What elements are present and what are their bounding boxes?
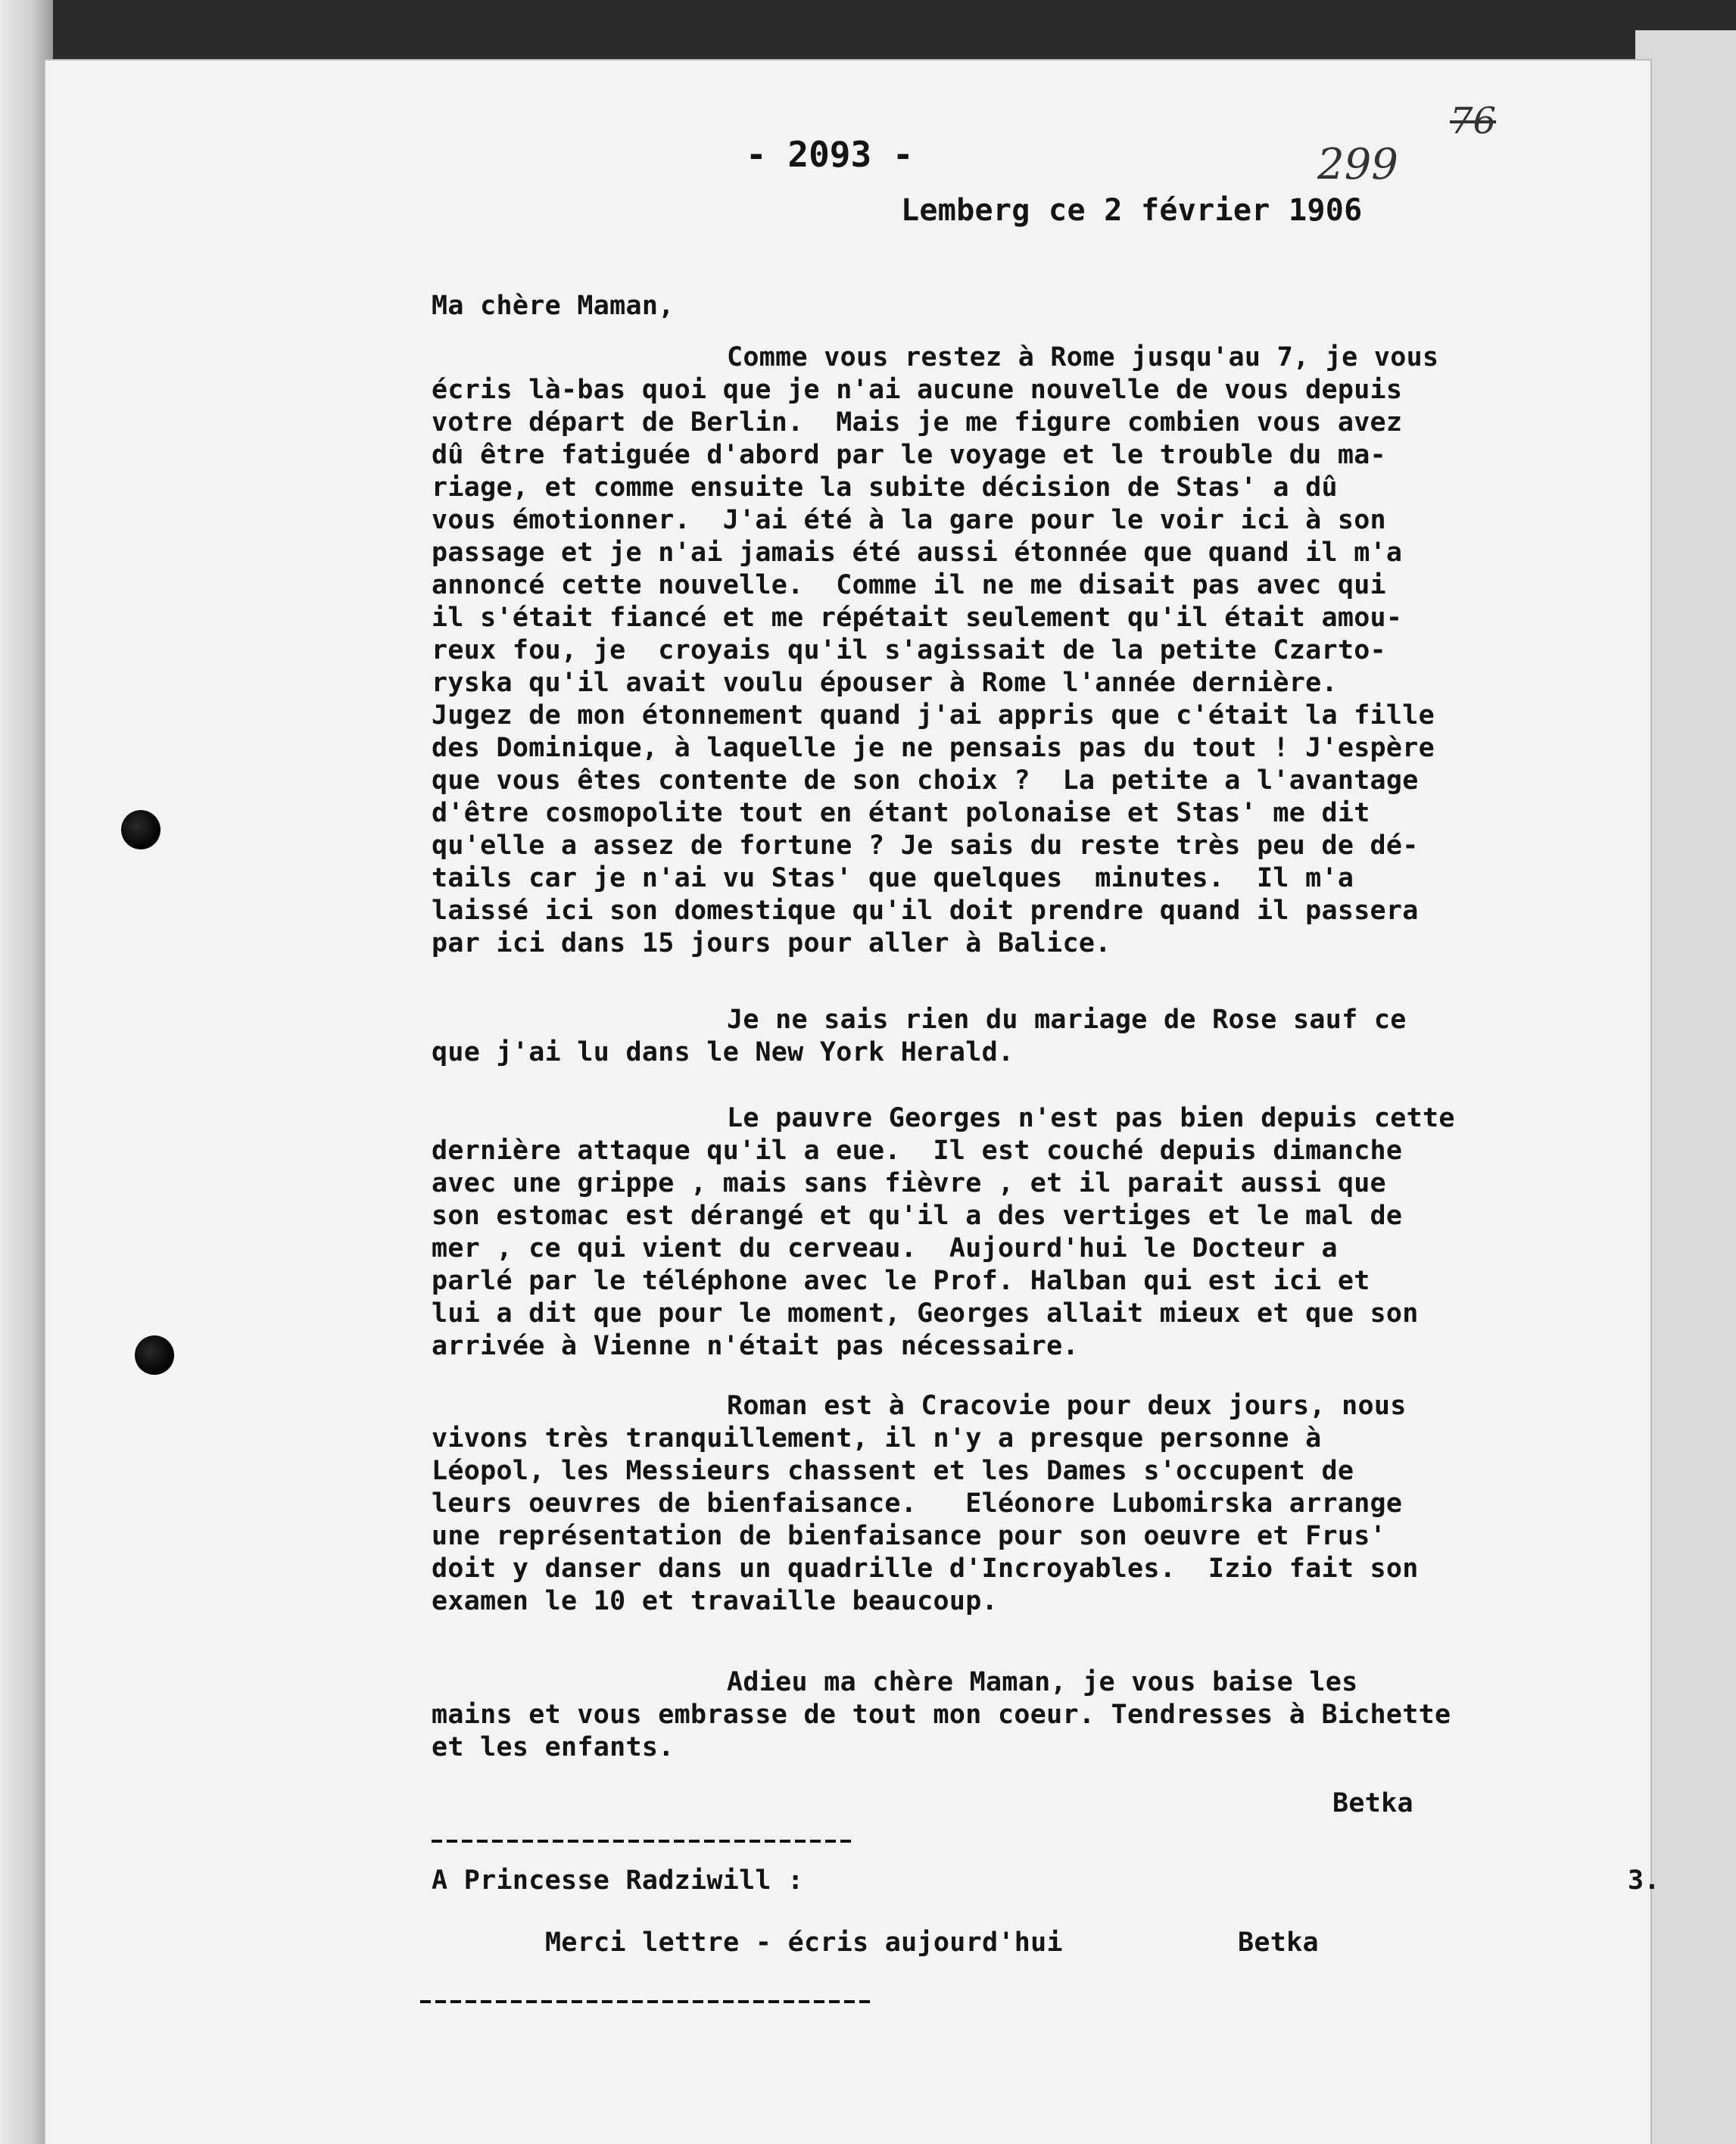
letter-line: qu'elle a assez de fortune ? Je sais du reste très peu de dé- — [432, 830, 1419, 861]
letter-line: mer , ce qui vient du cerveau. Aujourd'hui le Docteur a — [432, 1233, 1338, 1264]
letter-line: dernière attaque qu'il a eue. Il est couché depuis dimanche — [432, 1136, 1403, 1166]
letter-line: annoncé cette nouvelle. Comme il ne me disait pas avec qui — [432, 570, 1386, 600]
letter-line: parlé par le téléphone avec le Prof. Halban qui est ici et — [432, 1266, 1370, 1296]
salutation: Ma chère Maman, — [432, 291, 675, 321]
letter-line: avec une grippe , mais sans fièvre , et il parait aussi que — [432, 1168, 1386, 1198]
letter-line: leurs oeuvres de bienfaisance. Eléonore Lubomirska arrange — [432, 1488, 1403, 1519]
archive-number-secondary: 76 — [1450, 100, 1497, 142]
letter-line: des Dominique, à laquelle je ne pensais pas du tout ! J'espère — [432, 733, 1435, 763]
letter-line: Roman est à Cracovie pour deux jours, nous — [727, 1391, 1407, 1421]
letter-line: arrivée à Vienne n'était pas nécessaire. — [432, 1331, 1079, 1361]
letter-page — [45, 61, 1660, 2144]
letter-line: son estomac est dérangé et qu'il a des vertiges et le mal de — [432, 1201, 1403, 1231]
letter-line: dû être fatiguée d'abord par le voyage et le trouble du ma- — [432, 440, 1386, 470]
letter-line: écris là-bas quoi que je n'ai aucune nouvelle de vous depuis — [432, 375, 1403, 405]
page-number: - 2093 - — [746, 134, 914, 175]
letter-line: que vous êtes contente de son choix ? La petite a l'avantage — [432, 765, 1419, 796]
punch-hole-bottom — [135, 1335, 174, 1375]
letter-line: vivons très tranquillement, il n'y a presque personne à — [432, 1423, 1322, 1454]
telegram-text: Merci lettre - écris aujourd'hui — [545, 1927, 1063, 1958]
signature-rule — [432, 1840, 856, 1843]
telegram-signature: Betka — [1238, 1927, 1319, 1958]
letter-line: reux fou, je croyais qu'il s'agissait de la petite Czarto- — [432, 635, 1386, 665]
archive-number-primary: 299 — [1317, 140, 1398, 189]
letter-line: une représentation de bienfaisance pour son oeuvre et Frus' — [432, 1521, 1386, 1551]
letter-line: Comme vous restez à Rome jusqu'au 7, je vous — [727, 342, 1439, 372]
letter-line: riage, et comme ensuite la subite décision de Stas' a dû — [432, 472, 1338, 503]
letter-line: laissé ici son domestique qu'il doit prendre quand il passera — [432, 896, 1419, 926]
punch-hole-top — [121, 810, 161, 849]
header-place-date: Lemberg ce 2 février 1906 — [901, 193, 1363, 228]
margin-fragment: 3. — [1628, 1865, 1660, 1896]
letter-line: vous émotionner. J'ai été à la gare pour le voir ici à son — [432, 505, 1386, 535]
letter-line: d'être cosmopolite tout en étant polonaise et Stas' me dit — [432, 798, 1370, 828]
letter-line: que j'ai lu dans le New York Herald. — [432, 1037, 1014, 1067]
letter-line: Jugez de mon étonnement quand j'ai appris que c'était la fille — [432, 700, 1435, 731]
letter-line: votre départ de Berlin. Mais je me figure combien vous avez — [432, 407, 1403, 438]
letter-line: examen le 10 et travaille beaucoup. — [432, 1586, 999, 1616]
letter-line: par ici dans 15 jours pour aller à Balice. — [432, 928, 1111, 958]
letter-line: ryska qu'il avait voulu épouser à Rome l'année dernière. — [432, 668, 1338, 698]
letter-line: doit y danser dans un quadrille d'Incroyables. Izio fait son — [432, 1553, 1419, 1584]
letter-line: Adieu ma chère Maman, je vous baise les — [727, 1667, 1358, 1697]
telegram-rule — [420, 2000, 874, 2003]
letter-line: et les enfants. — [432, 1732, 675, 1762]
letter-line: lui a dit que pour le moment, Georges allait mieux et que son — [432, 1298, 1419, 1329]
letter-line: Je ne sais rien du mariage de Rose sauf ce — [727, 1005, 1407, 1035]
letter-line: mains et vous embrasse de tout mon coeur. Tendresses à Bichette — [432, 1700, 1451, 1730]
signature: Betka — [1332, 1788, 1413, 1818]
telegram-address: A Princesse Radziwill : — [432, 1865, 804, 1896]
letter-line: passage et je n'ai jamais été aussi étonnée que quand il m'a — [432, 538, 1403, 568]
letter-line: Léopol, les Messieurs chassent et les Dames s'occupent de — [432, 1456, 1354, 1486]
letter-line: tails car je n'ai vu Stas' que quelques minutes. Il m'a — [432, 863, 1354, 893]
letter-line: il s'était fiancé et me répétait seulement qu'il était amou- — [432, 603, 1403, 633]
letter-line: Le pauvre Georges n'est pas bien depuis cette — [727, 1103, 1455, 1133]
